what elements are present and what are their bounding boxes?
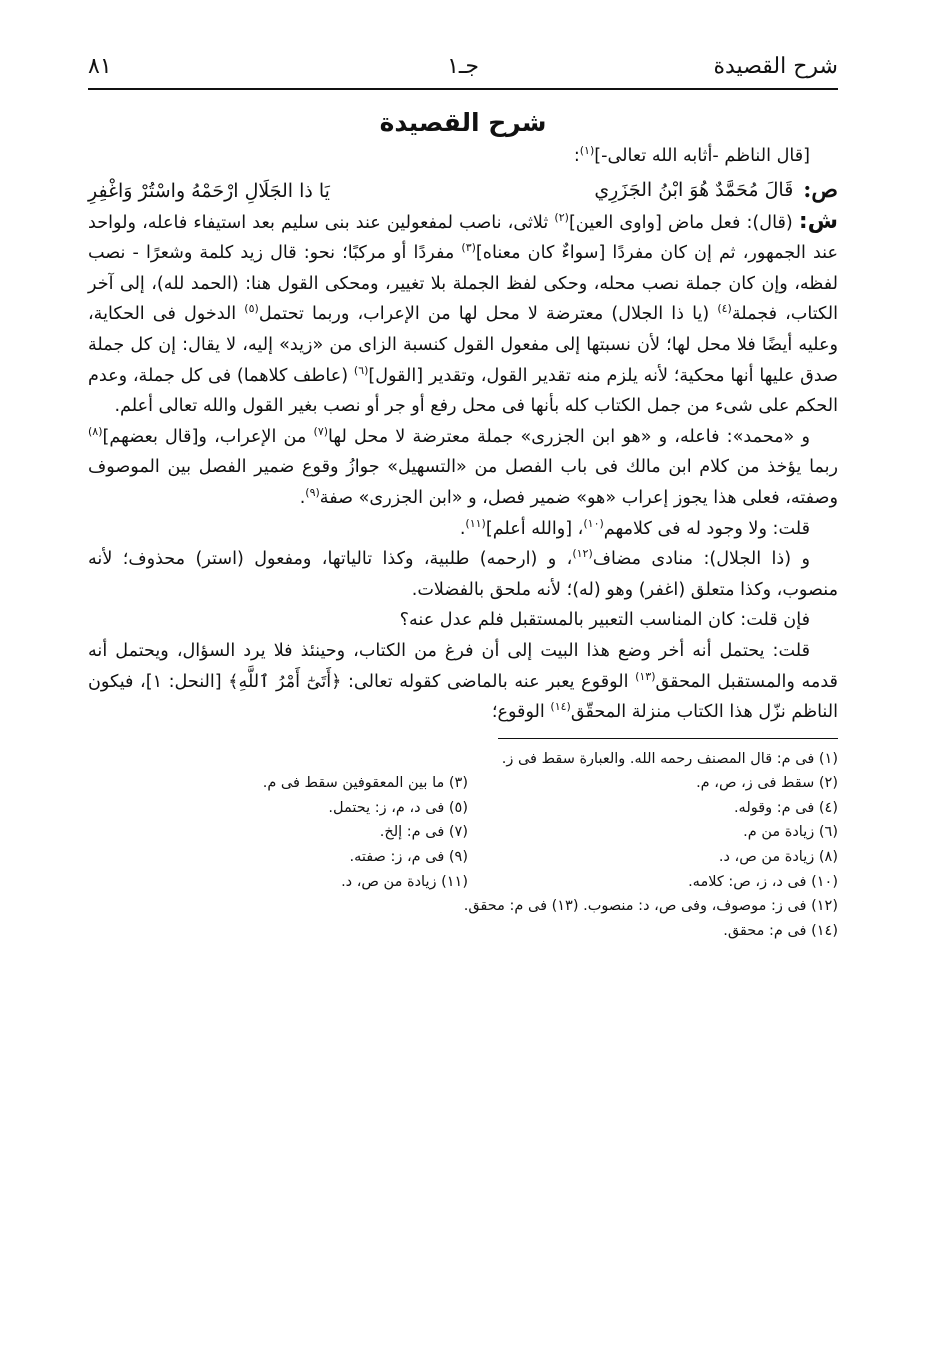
commentary-mark: ش: <box>798 208 838 234</box>
footnote-ref: (٥) <box>244 302 259 316</box>
commentary-paragraph <box>88 207 838 422</box>
footnote-ref: (١١) <box>465 516 486 530</box>
verse-mark: ص: <box>803 176 838 203</box>
paragraph-text: الوقوع يعبر عنه بالماضى كقوله تعالى: ﴿أَتَىٰٓ أَمْرُ ٱللَّهِ﴾ [النحل: ١]، فيكون الناظم نزّل هذا الكتاب منزلة المحقّق <box>88 671 838 723</box>
footnote-row <box>88 919 838 944</box>
running-header-title: شرح القصيدة <box>713 54 838 79</box>
footnote-ref: (١) <box>579 144 595 158</box>
paragraph-text: و (ذا الجلال): منادى مضاف <box>592 549 810 570</box>
volume-label: جـ١ <box>447 54 479 79</box>
paragraph-text: ، [والله أعلم] <box>485 518 584 539</box>
paragraph-text: قلت: ولا وجود له فى كلامهم <box>603 518 810 539</box>
footnote-row <box>88 820 838 845</box>
footnote-entry: (٥) فى د، م، ز: يحتمل. <box>328 799 468 816</box>
footnote-ref: (٦) <box>353 363 369 377</box>
footnote-entry: (١٢) فى ز: موصوف، وفى ص، د: منصوب. (١٣) فى م: محقق. <box>463 898 838 915</box>
footnote-ref: (٢) <box>554 210 569 224</box>
paragraph-text: قلت: يحتمل أنه أخر وضع هذا البيت إلى أن فرغ من الكتاب، وحينئذ فلا يرد السؤال، ويحتمل أنه قدمه والمستقبل المحقق <box>88 640 838 692</box>
commentary-body <box>88 207 838 728</box>
intro-text: [قال الناظم -أثابه الله تعالى-] <box>594 146 810 166</box>
document-page <box>88 48 838 1338</box>
footnote-entry: (١٤) فى م: محقق. <box>723 922 838 939</box>
footnote-ref: (١٤) <box>550 700 571 714</box>
paragraph-text: (قال): فعل ماض [واوى العين] <box>568 212 799 233</box>
footnotes-divider <box>498 738 838 739</box>
paragraph-text: و «محمد»: فاعله، و «هو ابن الجزرى» جملة معترضة لا محل لها <box>328 426 810 447</box>
paragraph-text: ربما يؤخذ من كلام ابن مالك فى باب الفصل من «التسهيل» جوازُ وقوع ضمير الفصل بين الموصوف وصفته، فعلى هذا يجوز إعراب «هو» ضمير فصل، و «ابن الجزرى» صفة <box>88 457 838 508</box>
footnote-entry: (٢) سقط فى ز، ص، م. <box>696 775 838 792</box>
intro-tail: : <box>573 146 580 166</box>
footnote-row <box>88 894 838 919</box>
paragraph-text: مفردًا أو مركبًا؛ نحو: قال زيد كلمة وشعرًا - نصب لفظه، وإن كان جملة نصب محله، وحكى لفظ الجملة بلا تغيير، ومحكى القول هنا: (الحمد لله)، إلى آخر الكتاب، فجملة <box>88 243 838 325</box>
footnote-row <box>88 747 838 772</box>
commentary-paragraph <box>88 636 838 728</box>
commentary-paragraph <box>88 422 838 514</box>
footnote-row <box>88 870 838 895</box>
footnote-ref: (٧) <box>313 424 329 438</box>
footnote-entry: (٨) زيادة من ص، د. <box>718 849 838 866</box>
paragraph-text: ثلاثى، ناصب لمفعولين عند بنى سليم بعد استيفاء فاعله، ولواحد عند الجمهور، ثم إن كان مفردًا [سواءٌ كان معناه] <box>88 212 838 264</box>
paragraph-text: الوقوع؛ <box>491 702 551 723</box>
paragraph-text: الدخول فى الحكاية، وعليه أيضًا فلا محل لها؛ لأن نسبتها إلى مفعول القول كنسبة الزاى من «زيد» إليه، لا يقال: إن كل جملة صدق عليها أنها محكية؛ لأنه يلزم منه تقدير القول، وتقدير [القول] <box>88 304 839 386</box>
footnote-ref: (١٢) <box>572 547 593 561</box>
paragraph-text: فإن قلت: كان المناسب التعبير بالمستقبل فلم عدل عنه؟ <box>399 610 810 631</box>
paragraph-text: . <box>459 518 466 539</box>
paragraph-text: (يا ذا الجلال) معترضة لا محل لها من الإعراب، وربما تحتمل <box>258 304 718 325</box>
footnote-entry: (١٠) فى د، ز، ص: كلامه. <box>688 873 838 890</box>
paragraph-text: . <box>299 487 306 508</box>
verse-second-hemistich: يَا ذا الجَلَالِ ارْحَمْهُ واسْتُرْ وَاغْفِرِ <box>88 179 330 202</box>
footnote-entry: (٩) فى م، ز: صفته. <box>349 849 468 866</box>
paragraph-text: ، و (ارحمه) طلبية، وكذا تالياتها، ومفعول (استر) محذوف؛ لأنه منصوب، وكذا متعلق (اغفر) وهو (له)؛ لأنه ملحق بالفضلات. <box>88 549 838 600</box>
footnotes <box>88 747 838 944</box>
footnote-row <box>88 845 838 870</box>
page-number: ٨١ <box>88 54 112 79</box>
footnote-ref: (٣) <box>461 241 476 255</box>
section-title: شرح القصيدة <box>379 108 547 137</box>
footnote-entry: (٦) زيادة من م. <box>743 824 838 841</box>
footnote-entry: (٧) فى م: إلخ. <box>379 824 468 841</box>
verse-first-hemistich-wrap <box>594 174 838 206</box>
footnote-entry: (١١) زيادة من ص، د. <box>341 873 468 890</box>
footnote-row <box>88 796 838 821</box>
footnote-entry: (٤) فى م: وقوله. <box>733 799 838 816</box>
commentary-paragraph <box>88 544 838 605</box>
footnote-ref: (٩) <box>305 486 320 500</box>
footnote-row <box>88 771 838 796</box>
commentary-paragraph <box>88 514 838 545</box>
paragraph-text: من الإعراب، و[قال بعضهم] <box>102 426 314 447</box>
footnote-entry: (٣) ما بين المعقوفين سقط فى م. <box>262 775 468 792</box>
verse-line <box>88 174 838 207</box>
footnote-ref: (٤) <box>717 302 732 316</box>
footnote-ref: (١٠) <box>583 516 604 530</box>
verse-first-hemistich: قَالَ مُحَمَّدٌ هُوَ ابْنُ الجَزَرِي <box>594 178 794 201</box>
footnote-entry: (١) فى م: قال المصنف رحمه الله. والعبارة سقط فى ز. <box>501 750 838 767</box>
commentary-paragraph <box>88 605 838 636</box>
running-header <box>88 48 838 90</box>
footnote-ref: (٨) <box>88 424 103 438</box>
paragraph-text: (عاطف كلاهما) فى كل جملة، وعدم الحكم على شىء من جمل الكتاب كله بأنها فى محل رفع أو جر أو نصب بغير القول والله تعالى أعلم. <box>88 365 838 417</box>
intro-line <box>88 141 838 172</box>
footnote-ref: (١٣) <box>635 669 656 683</box>
